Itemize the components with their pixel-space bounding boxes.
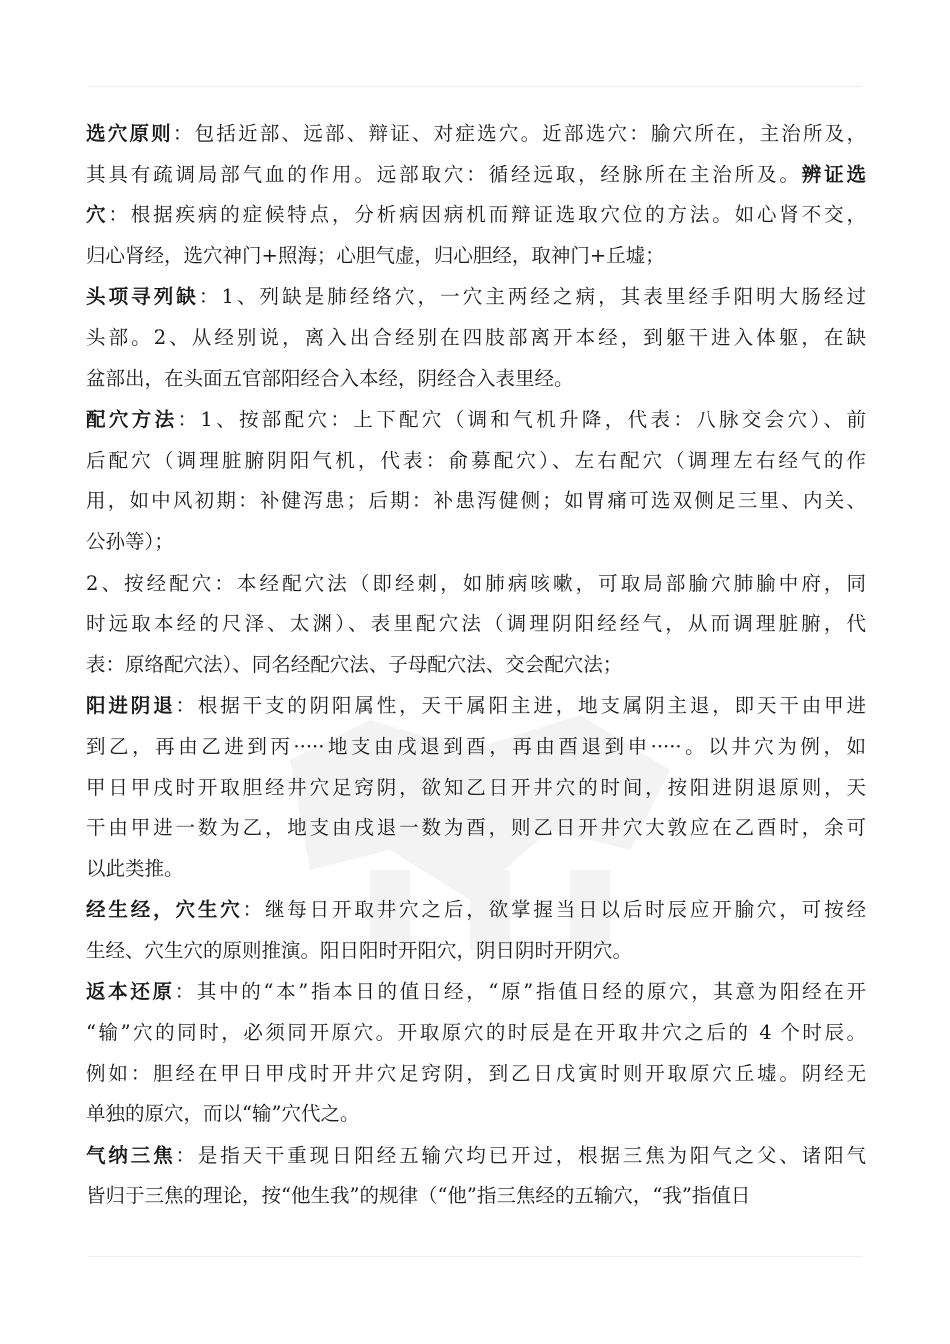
text-line	[86, 195, 866, 236]
term-heading: 返本还原	[86, 980, 175, 1004]
term-heading: 头项寻列缺	[86, 285, 199, 309]
term-heading: 气纳三焦	[86, 1143, 176, 1167]
text-line	[86, 1094, 866, 1135]
text-line	[86, 727, 866, 768]
term-heading: 辨证选	[801, 162, 866, 186]
paragraph	[86, 400, 866, 562]
text-line	[86, 277, 866, 318]
body-text: ：1、按部配穴：上下配穴（调和气机升降，代表：八脉交会穴）、前	[177, 408, 866, 432]
text-line	[86, 564, 866, 605]
paragraph	[86, 277, 866, 399]
term-heading: 选穴原则	[86, 122, 173, 145]
text-line	[86, 400, 866, 441]
body-text: 头部。2、从经别说，离入出合经别在四肢部离开本经，到躯干进入体躯，在缺	[86, 325, 866, 349]
text-line	[86, 359, 866, 400]
body-text: 公孙等）；	[86, 529, 174, 553]
body-text: 时远取本经的尺泽、太渊）、表里配穴法（调理阴阳经经气，从而调理脏腑，代	[86, 612, 866, 636]
term-heading: 穴	[86, 203, 109, 227]
body-text: 以此类推。	[86, 856, 184, 880]
body-text: 例如：胆经在甲日甲戌时开井穴足窍阴，到乙日戊寅时则开取原穴丘墟。阴经无	[86, 1061, 866, 1085]
paragraph	[86, 564, 866, 686]
body-text: 皆归于三焦的理论，按“他生我”的规律（“他”指三焦经的五输穴，“我”指值日	[86, 1184, 751, 1208]
text-line	[86, 236, 866, 277]
footer-rule	[88, 1256, 862, 1257]
body-text: 其具有疏调局部气血的作用。远部取穴：循经远取，经脉所在主治所及。	[86, 162, 802, 186]
body-text: ：包括近部、远部、辩证、对症选穴。近部选穴：腧穴所在，主治所及，	[172, 122, 866, 145]
text-line	[86, 931, 866, 972]
body-text: ：1、列缺是肺经络穴，一穴主两经之病，其表里经手阳明大肠经过	[198, 285, 866, 309]
text-line	[86, 1136, 866, 1177]
text-line	[86, 808, 866, 849]
body-text: 干由甲进一数为乙，地支由戌退一数为酉，则乙日开井穴大敦应在乙酉时，余可	[86, 816, 866, 840]
text-line	[86, 972, 866, 1013]
body-text: ：根据干支的阴阳属性，天干属阳主进，地支属阴主退，即天干由甲进	[175, 694, 866, 718]
body-text: 后配穴（调理脏腑阴阳气机，代表：俞募配穴）、左右配穴（调理左右经气的作	[86, 448, 866, 472]
term-heading: 阳进阴退	[86, 694, 176, 718]
paragraph	[86, 1136, 866, 1217]
text-line	[86, 686, 866, 727]
text-line	[86, 114, 866, 155]
text-line	[86, 604, 866, 645]
paragraph	[86, 972, 866, 1134]
text-line	[86, 645, 866, 686]
body-text: 甲日甲戌时开取胆经井穴足窍阴，欲知乙日开井穴的时间，按阳进阴退原则，天	[86, 775, 866, 799]
body-text: 用，如中风初期：补健泻患；后期：补患泻健侧；如胃痛可选双侧足三里、内关、	[86, 489, 866, 513]
term-heading: 配穴方法	[86, 408, 178, 432]
body-text: 表：原络配穴法）、同名经配穴法、子母配穴法、交会配穴法；	[86, 652, 623, 676]
text-line	[86, 1054, 866, 1095]
body-text: “输”穴的同时，必须同开原穴。开取原穴的时辰是在开取井穴之后的 4 个时辰。	[86, 1021, 866, 1045]
document-body	[86, 114, 866, 1218]
text-line	[86, 849, 866, 890]
body-text: ：其中的“本”指本日的值日经，“原”指值日经的原穴，其意为阳经在开	[174, 980, 866, 1004]
text-line	[86, 1176, 866, 1217]
body-text: 归心肾经，选穴神门+照海；心胆气虚，归心胆经，取神门+丘墟；	[86, 243, 665, 267]
body-text: 单独的原穴，而以“输”穴代之。	[86, 1102, 360, 1126]
paragraph	[86, 686, 866, 889]
text-line	[86, 481, 866, 522]
text-line	[86, 890, 866, 931]
text-line	[86, 1013, 866, 1054]
body-text: ：继每日开取井穴之后，欲掌握当日以后时辰应开腧穴，可按经	[242, 898, 866, 922]
paragraph	[86, 114, 866, 276]
body-text: 到乙，再由乙进到丙·····地支由戌退到酉，再由酉退到申·····。以井穴为例，如	[86, 734, 866, 758]
term-heading: 经生经，穴生穴	[86, 898, 243, 922]
paragraph	[86, 890, 866, 971]
body-text: 生经、穴生穴的原则推演。阳日阳时开阳穴，阴日阴时开阴穴。	[86, 938, 633, 962]
body-text: 2、按经配穴：本经配穴法（即经刺，如肺病咳嗽，可取局部腧穴肺腧中府，同	[86, 571, 866, 595]
body-text: ：是指天干重现日阳经五输穴均已开过，根据三焦为阳气之父、诸阳气	[175, 1143, 866, 1167]
text-line	[86, 768, 866, 809]
body-text: ：根据疾病的症候特点，分析病因病机而辩证选取穴位的方法。如心肾不交，	[108, 203, 866, 227]
text-line	[86, 441, 866, 482]
text-line	[86, 522, 866, 563]
text-line	[86, 318, 866, 359]
header-rule	[88, 86, 862, 87]
body-text: 盆部出，在头面五官部阳经合入本经，阴经合入表里经。	[86, 366, 574, 390]
text-line	[86, 155, 866, 196]
